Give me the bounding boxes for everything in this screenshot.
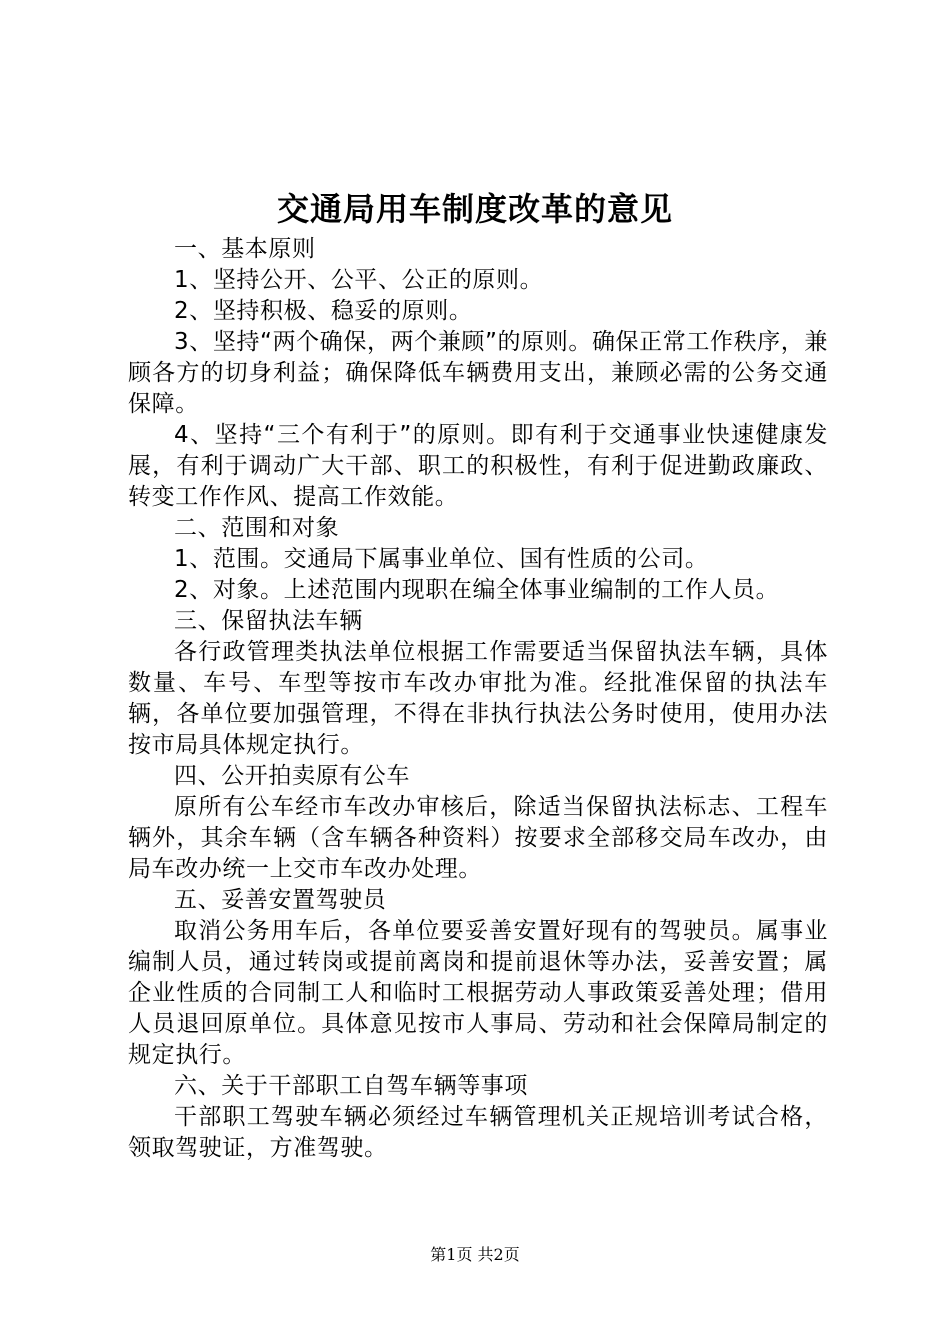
- scope-item-2-lead: 2、对象。: [174, 577, 284, 603]
- document-title: 交通局用车制度改革的意见: [276, 190, 673, 228]
- public-auction-text: 原所有公车经市车改办审核后，除适当保留执法标志、工程车辆外，其余车辆（含车辆各种资料）按要求全部移交局车改办，由局车改办统一上交市车改办处理。: [128, 794, 828, 882]
- section-heading-law-enforcement-vehicles: 三、保留执法车辆: [174, 608, 363, 634]
- drivers-text: 取消公务用车后，各单位要妥善安置好现有的驾驶员。属事业编制人员，通过转岗或提前离岗和提前退休等办法，妥善安置；属企业性质的合同制工人和临时工根据劳动人事政策妥善处理；借用人员退回原单位。具体意见按市人事局、劳动和社会保障局制定的规定执行。: [128, 918, 828, 1068]
- principle-item-1: 1、坚持公开、公平、公正的原则。: [174, 267, 544, 293]
- scope-item-1-lead: 1、范围。: [174, 546, 284, 572]
- self-driving-text: 干部职工驾驶车辆必须经过车辆管理机关正规培训考试合格，领取驾驶证，方准驾驶。: [128, 1104, 828, 1161]
- section-heading-drivers: 五、妥善安置驾驶员: [174, 887, 387, 913]
- page-number-footer: 第1页 共2页: [430, 1245, 520, 1264]
- section-heading-public-auction: 四、公开拍卖原有公车: [174, 763, 410, 789]
- principle-item-2: 2、坚持积极、稳妥的原则。: [174, 298, 473, 324]
- principle-item-3: [128, 327, 828, 420]
- scope-item-2-text: 上述范围内现职在编全体事业编制的工作人员。: [283, 577, 780, 603]
- principle-item-4: [128, 420, 828, 513]
- law-enforcement-vehicles-text: 各行政管理类执法单位根据工作需要适当保留执法车辆，具体数量、车号、车型等按市车改办审批为准。经批准保留的执法车辆，各单位要加强管理，不得在非执行执法公务时使用，使用办法按市局具体规定执行。: [128, 639, 828, 758]
- principle-item-3-text: 确保正常工作秩序，兼顾各方的切身利益；确保降低车辆费用支出，兼顾必需的公务交通保障。: [128, 329, 828, 417]
- section-heading-self-driving: 六、关于干部职工自驾车辆等事项: [174, 1073, 528, 1099]
- principle-item-3-lead: 3、坚持“两个确保，两个兼顾”的原则。: [174, 329, 592, 355]
- scope-item-2: [128, 575, 828, 606]
- section-heading-scope: 二、范围和对象: [174, 515, 340, 541]
- scope-item-1-text: 交通局下属事业单位、国有性质的公司。: [283, 546, 709, 572]
- section-heading-basic-principles: 一、基本原则: [174, 236, 316, 262]
- principle-item-4-text: 即有利于交通事业快速健康发展，有利于调动广大干部、职工的积极性，有利于促进勤政廉政、转变工作作风、提高工作效能。: [128, 422, 828, 510]
- document-body: [128, 234, 828, 1164]
- principle-item-4-lead: 4、坚持“三个有利于”的原则。: [174, 422, 511, 448]
- scope-item-1: [128, 544, 828, 575]
